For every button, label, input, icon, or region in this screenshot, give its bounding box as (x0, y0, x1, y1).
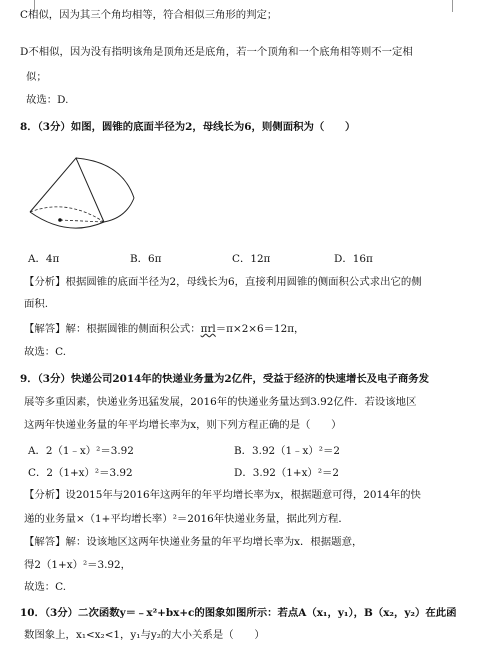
option-c[interactable]: C．2（1+x）²＝3.92 (28, 467, 133, 479)
q9-answer: 故选：C. (24, 581, 67, 593)
question-9-stem: 9．（3分）快递公司2014年的快递业务量为2亿件，受益于经济的快速增长及电子商务发 (20, 373, 430, 385)
question-8-stem: 8．（3分）如图，圆锥的底面半径为2，母线长为6，则侧面积为（ ） (20, 121, 356, 133)
option-b[interactable]: B．6π (130, 253, 162, 265)
cone-figure (22, 150, 142, 242)
q8-solution-result: ＝π×2×6＝12π， (215, 323, 305, 335)
question-9-stem-cont: 展等多重因素，快递业务迅猛发展，2016年的快递业务量达到3.92亿件．若设该地区 (24, 396, 417, 408)
q9-analysis: 【分析】设2015年与2016年这两年的年平均增长率为x，根据题意可得，2014年的快 (24, 489, 421, 501)
question-8-options (24, 250, 464, 264)
q8-formula: πrl (200, 323, 216, 335)
option-d[interactable]: D．16π (334, 253, 373, 265)
q9-solution-cont: 得2（1+x）²＝3.92， (24, 559, 132, 571)
question-10-stem: 10．（3分）二次函数y＝﹣x²+bx+c的图象如图所示：若点A（x₁，y₁），B（x₂，y₂）在此函 (20, 607, 457, 619)
q8-solution-text: 【解答】解：根据圆锥的侧面积公式： (24, 323, 201, 335)
q8-solution (24, 322, 471, 336)
option-b[interactable]: B．3.92（1﹣x）²＝2 (234, 445, 340, 457)
option-a[interactable]: A．4π (28, 253, 60, 265)
option-d[interactable]: D．3.92（1+x）²＝2 (234, 467, 339, 479)
text-line: 故选：D. (26, 94, 69, 106)
option-a[interactable]: A．2（1﹣x）²＝3.92 (28, 445, 134, 457)
question-9-stem-cont: 这两年快递业务量的年平均增长率为x，则下列方程正确的是（ ） (24, 419, 342, 431)
q8-analysis-cont: 面积. (24, 298, 49, 310)
q9-solution: 【解答】解：设该地区这两年快递业务量的年平均增长率为x．根据题意， (24, 536, 363, 548)
q9-analysis-cont: 递的业务量×（1+平均增长率）²＝2016年快递业务量，据此列方程． (24, 513, 349, 525)
option-c[interactable]: C．12π (232, 253, 271, 265)
text-line: D不相似，因为没有指明该角是顶角还是底角，若一个顶角和一个底角相等则不一定相 (20, 46, 413, 58)
q8-analysis: 【分析】根据圆锥的底面半径为2，母线长为6，直接利用圆锥的侧面积公式求出它的侧 (24, 276, 422, 288)
q8-answer: 故选：C. (24, 346, 67, 358)
question-9-options (24, 442, 464, 482)
text-line: C相似，因为其三个角均相等，符合相似三角形的判定； (20, 9, 278, 21)
question-10-stem-cont: 数图象上，x₁<x₂<1，y₁与y₂的大小关系是（ ） (24, 629, 265, 641)
text-line: 似； (26, 71, 47, 83)
